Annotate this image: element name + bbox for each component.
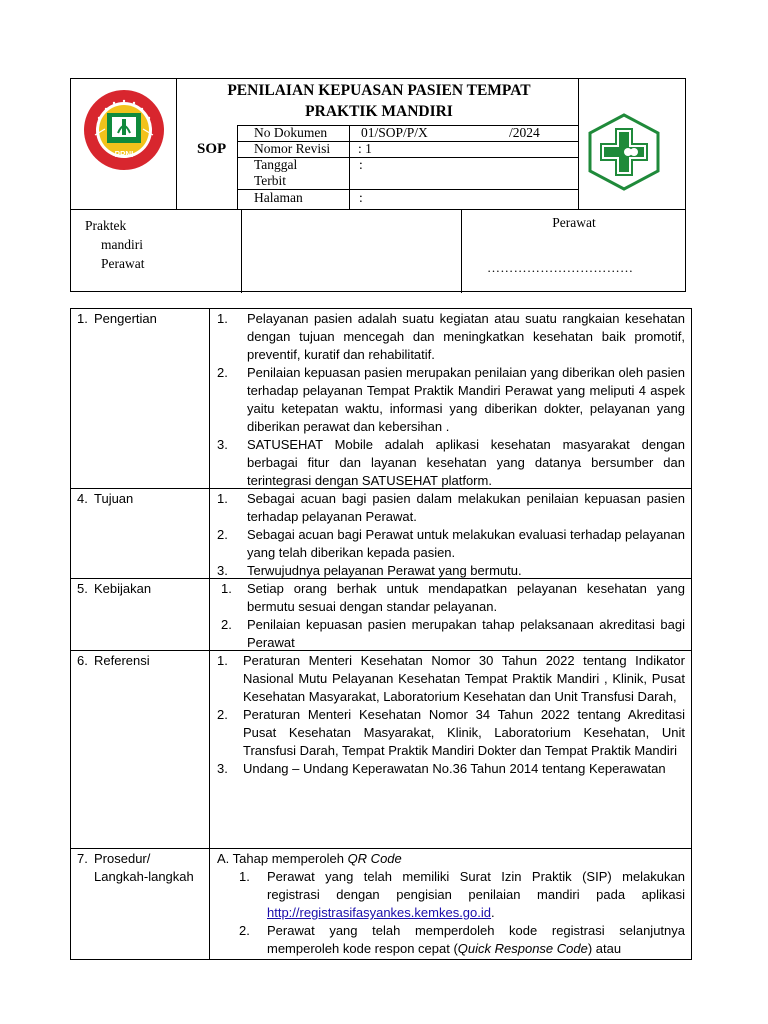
table-row-prosedur: [71, 849, 691, 959]
signature-left-line2: mandiri: [101, 237, 143, 252]
document-title-line2: PRAKTIK MANDIRI: [305, 103, 453, 120]
list-item-text: Penilaian kepuasan pasien merupakan tahap pelaksanaan akreditasi bagi Perawat: [247, 617, 685, 650]
health-cross-logo-icon: [587, 113, 661, 191]
list-item-number: 1.: [217, 311, 228, 326]
ppni-logo-icon: [83, 89, 165, 171]
step-a-heading: [217, 850, 685, 868]
list-item-text: SATUSEHAT Mobile adalah aplikasi kesehatan masyarakat dengan berbagai fitur dan layanan kesehatan yang datanya bersumber dan terintegrasi dengan SATUSEHAT platform.: [247, 437, 685, 488]
list-item-number: 2.: [239, 923, 250, 938]
list-item: [217, 922, 685, 958]
signature-right-label: Perawat: [552, 215, 596, 230]
sop-header: [70, 78, 686, 292]
list-item-text-end: ) atau: [587, 941, 622, 956]
table-row-pengertian: [71, 309, 691, 489]
list-item: [217, 526, 685, 562]
meta-value-no-dokumen: 01/SOP/P/X: [361, 125, 428, 140]
table-row-tujuan: [71, 489, 691, 579]
list-item: [217, 652, 685, 706]
section-label-tujuan: [77, 490, 133, 508]
step-a-text: A. Tahap memperoleh: [217, 851, 348, 866]
meta-value-year: /2024: [509, 125, 540, 140]
signature-left-line1: Praktek: [85, 218, 127, 233]
section-number: 6.: [77, 653, 88, 668]
section-title: Kebijakan: [94, 581, 152, 596]
table-row-referensi: [71, 651, 691, 849]
section-number: 4.: [77, 491, 88, 506]
list-item-number: 2.: [217, 365, 228, 380]
list-item-number: 3.: [217, 437, 228, 452]
list-item: [217, 706, 685, 760]
table-row-kebijakan: [71, 579, 691, 651]
section-title: Prosedur/: [94, 851, 151, 866]
meta-value-nomor-revisi: : 1: [358, 141, 372, 156]
signature-left-label: [85, 216, 144, 273]
section-title: Pengertian: [94, 311, 157, 326]
section-content-tujuan: [217, 490, 685, 580]
sop-body-table: [70, 308, 692, 960]
section-number: 5.: [77, 581, 88, 596]
meta-value-tanggal: :: [359, 157, 363, 172]
list-item: [217, 364, 685, 436]
meta-label-terbit: Terbit: [254, 173, 287, 188]
sop-label: SOP: [197, 141, 227, 157]
list-item-number: 3.: [217, 761, 228, 776]
list-item-text: Sebagai acuan bagi pasien dalam melakukan penilaian kepuasan pasien terhadap pelayanan Perawat.: [247, 491, 685, 524]
list-item-number: 2.: [217, 707, 228, 722]
document-title-line1: PENILAIAN KEPUASAN PASIEN TEMPAT: [227, 82, 531, 99]
list-item-text: Sebagai acuan bagi Perawat untuk melakukan evaluasi terhadap pelayanan yang telah diberikan kepada pasien.: [247, 527, 685, 560]
list-item-number: 1.: [217, 653, 228, 668]
list-item: [217, 310, 685, 364]
ppni-logo-text: PPNI: [114, 150, 134, 159]
list-item-text: Undang – Undang Keperawatan No.36 Tahun 2014 tentang Keperawatan: [243, 761, 666, 776]
list-item: [217, 490, 685, 526]
list-item: [217, 868, 685, 922]
registration-link[interactable]: http://registrasifasyankes.kemkes.go.id: [267, 905, 491, 920]
list-item-text: Penilaian kepuasan pasien merupakan penilaian yang diberikan oleh pasien terhadap pelayanan Tempat Praktik Mandiri Perawat yang meliputi 4 aspek yaitu ketepatan waktu, informasi yang diberikan dokter, pelayanan yang diberikan perawat dan kebersihan .: [247, 365, 685, 434]
section-content-kebijakan: [221, 580, 685, 652]
list-item-text: Terwujudnya pelayanan Perawat yang bermutu.: [247, 563, 522, 578]
list-item-text: Setiap orang berhak untuk mendapatkan pelayanan kesehatan yang bermutu sesuai dengan standar pelayanan.: [247, 581, 685, 614]
meta-value-halaman: :: [359, 190, 363, 205]
section-label-referensi: [77, 652, 150, 670]
list-item-end: .: [491, 905, 495, 920]
section-number: 1.: [77, 311, 88, 326]
meta-label-halaman: Halaman: [254, 190, 303, 205]
list-item-number: 1.: [217, 491, 228, 506]
step-a-emphasis: QR Code: [347, 851, 402, 866]
list-item-text: Peraturan Menteri Kesehatan Nomor 30 Tahun 2022 tentang Indikator Nasional Mutu Pelayanan Kesehatan Tempat Praktik Mandiri , Klinik, Pusat Kesehatan Masyarakat, Laboratorium Kesehatan dan Unit Transfusi Darah,: [243, 653, 685, 704]
list-item-number: 1.: [221, 581, 232, 596]
list-item-number: 1.: [239, 869, 250, 884]
list-item-number: 2.: [221, 617, 232, 632]
list-item: [217, 436, 685, 490]
section-content-referensi: [217, 652, 685, 778]
section-title: Tujuan: [94, 491, 134, 506]
meta-label-nomor-revisi: Nomor Revisi: [254, 141, 331, 156]
signature-line: ……………………………: [487, 260, 634, 275]
section-label-kebijakan: [77, 580, 151, 598]
list-item-emphasis: Quick Response Code: [457, 941, 588, 956]
list-item: [217, 760, 685, 778]
list-item: [217, 562, 685, 580]
signature-left-line3: Perawat: [101, 256, 145, 271]
meta-label-tanggal: Tanggal: [254, 157, 298, 172]
section-content-prosedur: [217, 850, 685, 958]
list-item-text: Pelayanan pasien adalah suatu kegiatan atau suatu rangkaian kesehatan dengan tujuan mencegah dan meningkatkan kesehatan baik promotif, preventif, kuratif dan rehabilitatif.: [247, 311, 685, 362]
list-item-number: 2.: [217, 527, 228, 542]
section-number: 7.: [77, 851, 88, 866]
meta-label-no-dokumen: No Dokumen: [254, 125, 328, 140]
section-label-prosedur: [77, 850, 194, 886]
list-item-text: Peraturan Menteri Kesehatan Nomor 34 Tahun 2022 tentang Akreditasi Pusat Kesehatan Masyarakat, Klinik, Laboratorium Kesehatan, Unit Transfusi Darah, Tempat Praktik Mandiri Dokter dan Tempat Praktik Mandiri: [243, 707, 685, 758]
section-label-pengertian: [77, 310, 157, 328]
document-title: [179, 79, 579, 122]
list-item: [221, 616, 685, 652]
section-title: Referensi: [94, 653, 150, 668]
section-title-line2: Langkah-langkah: [94, 869, 194, 884]
list-item-text: Perawat yang telah memiliki Surat Izin Praktik (SIP) melakukan registrasi dengan pengisian penilaian mandiri pada aplikasi: [267, 869, 685, 902]
list-item-text: Perawat yang telah memperdoleh kode registrasi selanjutnya memperoleh kode respon cepat (: [267, 923, 685, 956]
section-content-pengertian: [217, 310, 685, 490]
list-item-number: 3.: [217, 563, 228, 578]
list-item: [221, 580, 685, 616]
